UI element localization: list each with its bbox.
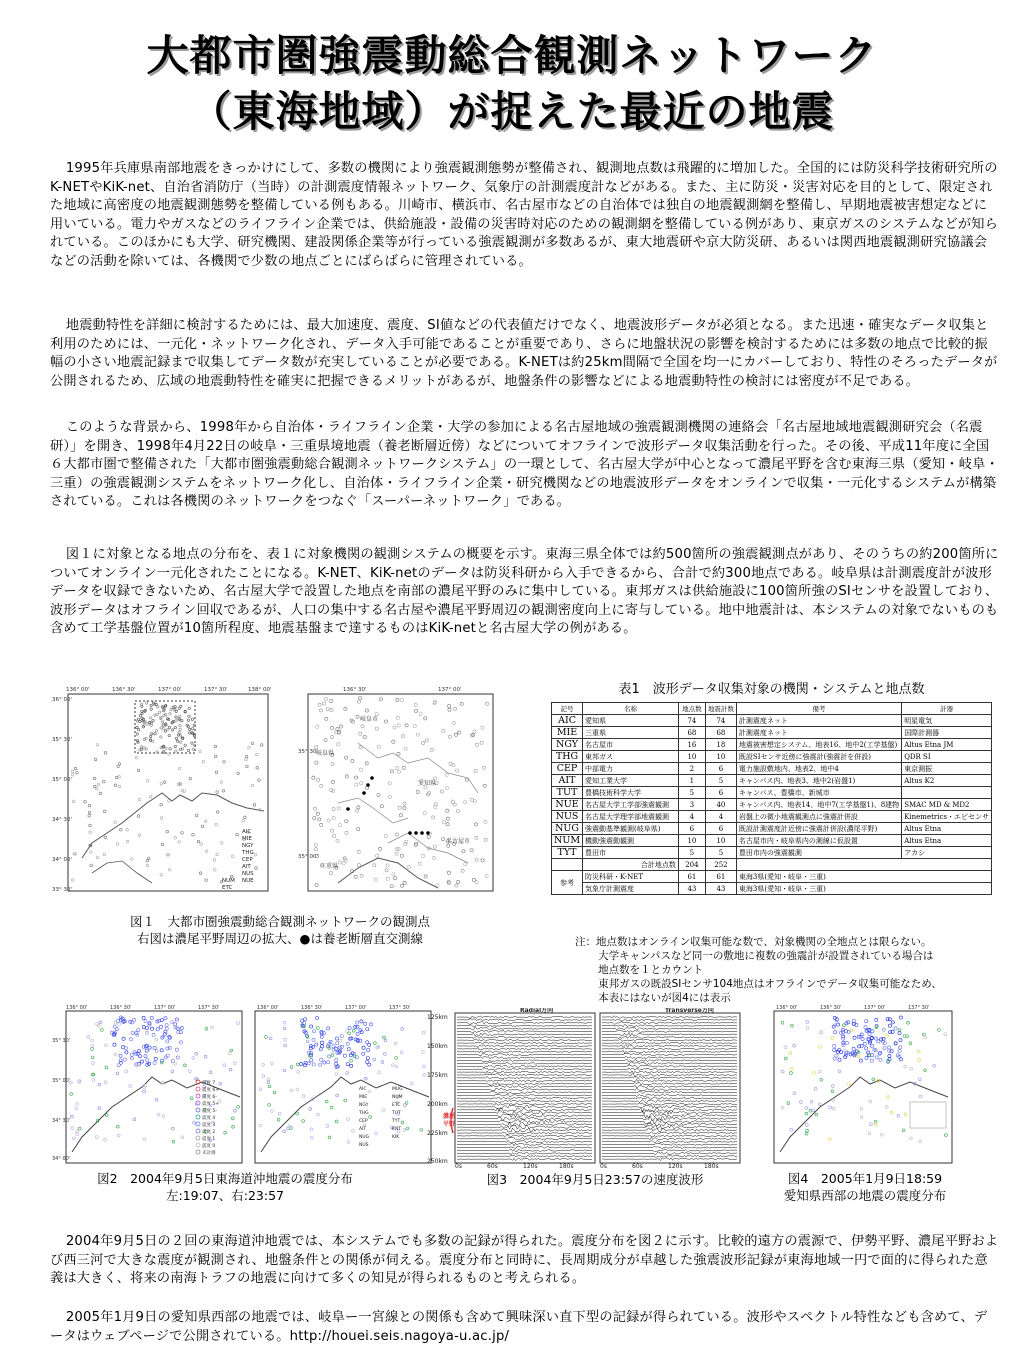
table-cell: 計測震度ネット <box>736 727 901 739</box>
fig1-right-lat-1: 35° 00' <box>298 854 319 860</box>
figure4-map <box>762 1002 962 1167</box>
fig1-map-label-aichi: 愛知県 <box>418 780 437 787</box>
table-cell: SMAC MD & MD2 <box>902 799 992 811</box>
figure1-right-map <box>298 683 503 908</box>
figure2-left-map <box>52 1002 247 1167</box>
table-row <box>552 715 992 727</box>
fig3-panel-radial: Radial方向 <box>520 1008 554 1014</box>
fig2-intensity-4: 震度 5- <box>202 1109 217 1114</box>
fig3-distance-3: 200km <box>427 1101 448 1108</box>
table-cell: 東京測振 <box>902 763 992 775</box>
table-reference-row <box>552 883 992 895</box>
table-cell: 68 <box>678 727 705 739</box>
table-total-seismometers: 252 <box>705 859 736 871</box>
fig1-right-lat-0: 35° 30' <box>298 749 319 755</box>
fig2-intensity-3: 震度 5+ <box>202 1102 220 1107</box>
fig2-network-4: CEP <box>359 1119 368 1124</box>
paragraph-3: このような背景から、1998年から自治体・ライフライン企業・大学の参加による名古屋地域の強震観測機関の連絡会「名古屋地域地震観測研究会（名震研）」を開き、1998年4月22日の岐阜・三重県境地震（養老断層近傍）などについてオフラインで波形データ収集活動を行った。その後、平成11年度に全国６大都市圏で整備された「大都市圏強震動総合観測ネットワークシステム」の一環として、名古屋大学が中心となって濃尾平野を含む東海三県（愛知・岐阜・三重）の強震観測システムをネットワーク化し、自治体・ライフライン企業・研究機関などの地震波形データをオンラインで収集・一元化するシステムが構築されている。これは各機関のネットワークをつなぐ「スーパーネットワーク」である。 <box>50 420 999 510</box>
fig2-network-14: KIK <box>392 1135 400 1140</box>
table-cell: 名古屋市 <box>583 739 679 751</box>
fig1-map-label-mie: 三重県 <box>320 863 339 870</box>
table-cell <box>736 859 991 871</box>
table-cell: 2 <box>678 763 705 775</box>
table-cell: 6 <box>705 763 736 775</box>
fig3-plain-label-1: 濃尾 <box>443 1113 456 1120</box>
fig2-network-6: NUG <box>359 1135 370 1140</box>
fig2-left-lat-0: 35° 30' <box>52 1038 71 1044</box>
transect-point <box>346 807 350 811</box>
table-cell: 電力施設敷地内、地表2、地中4 <box>736 763 901 775</box>
table-row <box>552 739 992 751</box>
fig2-right-lon-3: 137° 30' <box>389 1005 411 1011</box>
table-cell: 計測震度ネット <box>736 715 901 727</box>
table1-title: 表1 波形データ収集対象の機関・システムと地点数 <box>618 682 925 697</box>
table-cell: 1 <box>678 775 705 787</box>
table-cell: 18 <box>705 739 736 751</box>
figure2-caption-line2: 左:19:07、右:23:57 <box>166 1188 284 1203</box>
table-row <box>552 763 992 775</box>
figure3-waveforms <box>425 1008 760 1168</box>
table-row <box>552 835 992 847</box>
fig2-intensity-9: 震度 0 <box>202 1144 216 1149</box>
table-row <box>552 727 992 739</box>
table-cell: THG <box>552 751 583 763</box>
table-cell: AIT <box>552 775 583 787</box>
fig2-intensity-2: 震度 6- <box>202 1095 217 1100</box>
fig2-network-3: THG <box>359 1111 369 1116</box>
fig2-network-8: MUG <box>392 1087 403 1092</box>
table-cell: 40 <box>705 799 736 811</box>
table1-note-line3: 地点数を１とカウント <box>598 964 704 976</box>
table-cell: 74 <box>705 715 736 727</box>
table-cell: キャンパス内、地表14、地中7(工学基盤1)、8建物 <box>736 799 901 811</box>
table-cell: 74 <box>678 715 705 727</box>
table-row <box>552 847 992 859</box>
figure3-caption: 図3 2004年9月5日23:57の速度波形 <box>486 1172 704 1187</box>
fig2-left-lat-1: 35° 00' <box>52 1078 71 1084</box>
fig3-time-4: 0s <box>600 1163 607 1168</box>
table-cell: 3 <box>678 799 705 811</box>
table-total-sites: 204 <box>678 859 705 871</box>
fig1-legend-2: NGY <box>242 843 254 849</box>
fig3-plain-label-2: 平野 <box>443 1121 456 1128</box>
table-cell: NUG <box>552 823 583 835</box>
table-cell: 豊田市 <box>583 847 679 859</box>
table1-note-line5: 本表にはないが図4には表示 <box>598 992 731 1004</box>
table-cell: 5 <box>705 847 736 859</box>
table-cell: AIC <box>552 715 583 727</box>
table-cell: 61 <box>678 871 705 883</box>
table-cell: TUT <box>552 787 583 799</box>
table-cell: 5 <box>705 775 736 787</box>
fig1-legend-4: CEP <box>242 857 253 863</box>
table-cell: NUM <box>552 835 583 847</box>
table-cell: 6 <box>705 823 736 835</box>
fig4-lon-3: 137° 30' <box>908 1005 930 1011</box>
fig1-left-lat-3: 34° 30' <box>52 817 73 823</box>
table-cell <box>552 859 583 871</box>
figure4-caption-line1: 図4 2005年1月9日18:59 <box>787 1171 943 1186</box>
table-cell: 61 <box>705 871 736 883</box>
table-cell: 防災科研・K-NET <box>583 871 679 883</box>
table-cell: 地震被害想定システム、地表16、地中2(工学基盤) <box>736 739 901 751</box>
transect-point <box>362 791 366 795</box>
table1-header: 記号 <box>552 703 583 715</box>
fig2-network-7: NUS <box>359 1143 369 1148</box>
fig3-time-1: 60s <box>487 1163 498 1168</box>
table-cell: NGY <box>552 739 583 751</box>
fig3-time-2: 120s <box>523 1163 538 1168</box>
transect-point <box>426 831 430 835</box>
paragraph-5: 2004年9月5日の２回の東海道沖地震では、本システムでも多数の記録が得られた。震度分布を図２に示す。比較的遠方の震源で、伊勢平野、濃尾平野および西三河で大きな震度が観測され、地盤条件との関係が伺える。震度分布と同時に、長周期成分が卓越した強震波形記録が東海地域一円で面的に得られた意義は大きく、将来の南海トラフの地震に向けて多くの知見が得られるものと考えられる。 <box>50 1234 999 1287</box>
fig1-left-lat-0: 36° 00' <box>52 697 73 703</box>
table-cell: 愛知県 <box>583 715 679 727</box>
table-cell: 岩盤上の微小地震観測点に強震計併設 <box>736 811 901 823</box>
table1-header: 計器 <box>902 703 992 715</box>
figure2-caption-line1: 図2 2004年9月5日東海道沖地震の震度分布 <box>97 1171 353 1186</box>
table-row <box>552 811 992 823</box>
table-cell: 気象庁計測震度 <box>583 883 679 895</box>
table-total-row <box>552 859 992 871</box>
fig1-legend-7: NUE <box>242 878 254 884</box>
fig1-left-lat-5: 33° 30' <box>52 887 73 893</box>
fig3-distance-2: 175km <box>427 1072 448 1079</box>
table-cell: 明星電気 <box>902 715 992 727</box>
fig1-left-lon-1: 136° 30' <box>112 687 136 693</box>
fig1-left-lat-4: 34° 00' <box>52 857 73 863</box>
fig1-left-lat-2: 35° 00' <box>52 777 73 783</box>
table-cell: 中部電力 <box>583 763 679 775</box>
table-cell: 10 <box>705 751 736 763</box>
table1-note <box>575 935 1005 1005</box>
table-cell: 4 <box>678 811 705 823</box>
table-cell: 東邦ガス <box>583 751 679 763</box>
fig3-distance-0: 125km <box>427 1014 448 1021</box>
transect-point <box>408 831 412 835</box>
fig1-left-lon-2: 137° 00' <box>158 687 182 693</box>
fig3-distance-5: 250km <box>427 1158 448 1165</box>
fig2-intensity-0: 震度 7 <box>202 1081 216 1086</box>
table1-header: 地震計数 <box>705 703 736 715</box>
fig1-legend-9: ETC <box>222 885 233 891</box>
fig2-intensity-10: 未計測 <box>202 1151 216 1156</box>
table-cell: Altus Etna <box>902 835 992 847</box>
fig2-left-lon-1: 136° 30' <box>110 1005 132 1011</box>
fig4-lon-2: 137° 00' <box>864 1005 886 1011</box>
table-cell: 10 <box>678 751 705 763</box>
table-reference-row <box>552 871 992 883</box>
fig2-right-lon-0: 136° 00' <box>257 1005 279 1011</box>
table-cell: 三重県 <box>583 727 679 739</box>
table-cell: 豊橋技術科学大学 <box>583 787 679 799</box>
table-cell: 名古屋大学理学部地震観測 <box>583 811 679 823</box>
table-cell: キャンパス、豊橋市、新城市 <box>736 787 901 799</box>
table-row <box>552 799 992 811</box>
table1-header: 名称 <box>583 703 679 715</box>
table1-header: 備考 <box>736 703 901 715</box>
table-cell: Altus Etna <box>902 823 992 835</box>
paragraph-2: 地震動特性を詳細に検討するためには、最大加速度、震度、SI値などの代表値だけでなく、地震波形データが必須となる。また迅速・確実なデータ収集と利用のためには、一元化・ネットワーク化され、データ入手可能であることが重要であり、さらに地盤状況の影響を検討するためには多数の地点で比較的振幅の小さい地震記録まで収集してデータ数が充実していることが必要である。K-NETは約25km間隔で全国を均一にカバーしており、特性のそろったデータが公開されるため、広域の地震動特性を確実に把握できるメリットがあるが、地盤条件の影響などによる地震動特性の検討には密度が不足である。 <box>50 318 998 389</box>
fig3-time-6: 120s <box>668 1163 683 1168</box>
fig1-legend-6: NUS <box>242 871 254 877</box>
figure2-caption <box>60 1170 390 1204</box>
fig2-left-lon-3: 137° 30' <box>198 1005 220 1011</box>
figure2-right-map <box>247 1002 437 1167</box>
fig1-right-lon-1: 137° 00' <box>438 687 462 693</box>
fig2-network-10: ETC <box>392 1103 401 1108</box>
table-cell: 名古屋市内・岐阜県内の測線に仮設置 <box>736 835 901 847</box>
table-cell: 強震動基準観測(岐阜県) <box>583 823 679 835</box>
table-cell: 68 <box>705 727 736 739</box>
page-title-line1: 大都市圏強震動総合観測ネットワーク <box>146 31 878 80</box>
fig1-map-label-nagoya: 名古屋市 <box>446 838 471 845</box>
fig1-map-label-gifu-pref: 岐阜県 <box>316 750 335 757</box>
fig1-legend-5: AIT <box>242 864 251 870</box>
table-cell: 10 <box>705 835 736 847</box>
table-cell: 東海3県(愛知・岐阜・三重) <box>736 871 991 883</box>
fig2-intensity-6: 震度 3 <box>202 1123 216 1128</box>
fig2-network-2: NGY <box>359 1103 369 1108</box>
table-cell: 名古屋大学工学部強震観測 <box>583 799 679 811</box>
fig2-network-0: AIC <box>359 1087 367 1092</box>
fig1-map-label-gifu-city: 岐阜市 <box>360 716 379 723</box>
fig2-network-5: AIT <box>359 1127 367 1132</box>
table-cell: TYT <box>552 847 583 859</box>
transect-point <box>370 776 374 780</box>
fig2-intensity-5: 震度 4 <box>202 1116 216 1121</box>
table1-note-line1: 注：地点数はオンライン収集可能な数で、対象機関の全地点とは限らない。 <box>575 936 932 948</box>
fig1-left-lat-1: 35° 30' <box>52 737 73 743</box>
fig4-lon-0: 136° 00' <box>776 1005 798 1011</box>
fig2-network-11: TUT <box>392 1111 401 1116</box>
fig2-left-lon-0: 136° 00' <box>66 1005 88 1011</box>
fig3-time-3: 180s <box>559 1163 574 1168</box>
table-cell: QDR SI <box>902 751 992 763</box>
fig2-intensity-8: 震度 1 <box>202 1137 216 1142</box>
fig2-network-9: NUM <box>392 1095 403 1100</box>
table-reference-label: 参考 <box>552 871 583 895</box>
table-total-label: 合計地点数 <box>583 859 679 871</box>
table-cell: 愛知工業大学 <box>583 775 679 787</box>
fig1-legend-3: THG <box>242 850 254 856</box>
table1-header: 地点数 <box>678 703 705 715</box>
table1 <box>551 702 992 895</box>
table-cell: Kinemetrics・エピセンサ <box>902 811 992 823</box>
paragraph-4: 図１に対象となる地点の分布を、表１に対象機関の観測システムの概要を示す。東海三県全体では約500箇所の強震観測点があり、そのうちの約200箇所についてオンライン一元化されたことになる。K-NET、KiK-netのデータは防災科研から入手できるから、合計で約300地点である。岐阜県は計測震度計が波形データを収録できないため、名古屋大学で設置した地点を南部の濃尾平野のみに集中している。東邦ガスは供給施設に100箇所強のSIセンサを設置しており、波形データはオフライン回収であるが、人口の集中する名古屋や濃尾平野周辺の観測密度向上に寄与している。地中地震計は、本システムの対象でないものも含めて工学基盤位置が10箇所程度、地震基盤まで達するものはKiK-netと名古屋大学の例がある。 <box>50 547 999 637</box>
page-title-line2: （東海地域）が捉えた最近の地震 <box>189 87 835 136</box>
table-cell: NUE <box>552 799 583 811</box>
transect-point <box>420 831 424 835</box>
fig2-intensity-1: 震度 6+ <box>202 1088 220 1093</box>
table-cell: 国際計測器 <box>902 727 992 739</box>
fig4-lon-1: 136° 30' <box>820 1005 842 1011</box>
table-cell: 5 <box>678 847 705 859</box>
table-cell <box>902 787 992 799</box>
figure1-caption-line1: 図１ 大都市圏強震動総合観測ネットワークの観測点 <box>129 914 430 929</box>
fig2-left-lat-3: 34° 00' <box>52 1156 71 1162</box>
table-row <box>552 823 992 835</box>
table1-note-line4: 東邦ガスの既設SIセンサ104地点はオフラインでデータ収集可能なため、 <box>598 978 942 990</box>
table-cell: 東海3県(愛知・岐阜・三重) <box>736 883 991 895</box>
table1-note-line2: 大学キャンパスなど同一の敷地に複数の強震計が設置されている場合は <box>598 950 934 962</box>
fig2-right-lon-1: 136° 30' <box>301 1005 323 1011</box>
table-row <box>552 751 992 763</box>
fig2-right-lon-2: 137° 00' <box>345 1005 367 1011</box>
table-cell: アカシ <box>902 847 992 859</box>
table-cell: 4 <box>705 811 736 823</box>
fig3-time-0: 0s <box>455 1163 462 1168</box>
table-cell: 5 <box>678 787 705 799</box>
fig3-panel-transverse: Transverse方向 <box>665 1008 714 1014</box>
fig1-legend-1: MIE <box>242 836 252 842</box>
fig1-left-lon-4: 138° 00' <box>248 687 272 693</box>
figure1-left-lon-labels <box>66 687 272 693</box>
fig3-distance-4: 225km <box>427 1130 448 1137</box>
figure4-caption <box>745 1170 985 1204</box>
figure1-caption-line2: 右図は濃尾平野周辺の拡大、●は養老断層直交測線 <box>137 931 423 946</box>
fig1-legend-8: NUM <box>222 878 235 884</box>
fig2-left-lon-2: 137° 00' <box>154 1005 176 1011</box>
table-cell: 既設計測震度計近傍に強震計併設(濃尾平野) <box>736 823 901 835</box>
fig2-network-12: TYT <box>392 1119 401 1124</box>
table-cell: Altus Etna JM <box>902 739 992 751</box>
transect-point <box>366 783 370 787</box>
table-cell: 機動強震動観測 <box>583 835 679 847</box>
fig1-legend-0: AIC <box>242 829 252 835</box>
table-cell: キャンパス内、地表3、地中2(岩盤1) <box>736 775 901 787</box>
table1-header-row <box>552 703 992 715</box>
table-cell: 10 <box>678 835 705 847</box>
table-cell: NUS <box>552 811 583 823</box>
paragraph-1: 1995年兵庫県南部地震をきっかけにして、多数の機関により強震観測態勢が整備され、観測地点数は飛躍的に増加した。全国的には防災科学技術研究所のK-NETやKiK-net、自治省消防庁（当時）の計測震度情報ネットワーク、気象庁の計測震度計などがある。また、主に防災・災害対応を目的として、限定された地域に高密度の地震観測態勢を整備している例もある。川崎市、横浜市、名古屋市などの自治体では独自の地震観測網を整備し、早期地震被害想定などに用いている。電力やガスなどのライフライン企業では、供給施設・設備の災害時対応のための観測網を整備している例があり、東京ガスのシステムなどが知られている。このほかにも大学、研究機関、建設関係企業等が行っている強震観測が多数あるが、東大地震研や京大防災研、あるいは関西地震観測研究協議会などの活動を除いては、各機関で少数の地点ごとにばらばらに管理されている。 <box>50 161 998 269</box>
fig2-network-13: KNT <box>392 1127 402 1132</box>
fig2-left-lat-2: 34° 30' <box>52 1118 71 1124</box>
table-cell: 6 <box>705 787 736 799</box>
fig1-left-lon-0: 136° 00' <box>66 687 90 693</box>
fig3-distance-1: 150km <box>427 1043 448 1050</box>
table-cell: Altus K2 <box>902 775 992 787</box>
fig2-network-1: MIE <box>359 1095 368 1100</box>
fig1-right-lon-0: 136° 30' <box>343 687 367 693</box>
table-row <box>552 787 992 799</box>
figure4-caption-line2: 愛知県西部の地震の震度分布 <box>783 1188 947 1203</box>
fig3-time-7: 180s <box>704 1163 719 1168</box>
paragraph-6: 2005年1月9日の愛知県西部の地震では、岐阜ー一宮線との関係も含めて興味深い直下型の記録が得られている。波形やスペクトル特性なども含めて、データはウェブページで公開されている。http://houei.seis.nagoya-u.ac.jp/ <box>50 1310 988 1344</box>
table-cell: 6 <box>678 823 705 835</box>
transect-point <box>414 831 418 835</box>
table-cell: 豊田市内の強震観測 <box>736 847 901 859</box>
fig3-time-5: 60s <box>632 1163 643 1168</box>
table-cell: MIE <box>552 727 583 739</box>
table-cell: 16 <box>678 739 705 751</box>
table-cell: 既設SIセンサ近傍に強震計(強震計を併設) <box>736 751 901 763</box>
table-cell: CEP <box>552 763 583 775</box>
figure1-left-map <box>52 683 277 908</box>
fig2-intensity-7: 震度 2 <box>202 1130 216 1135</box>
fig1-left-lon-3: 137° 30' <box>204 687 228 693</box>
table-cell: 43 <box>678 883 705 895</box>
figure1-caption <box>55 913 505 947</box>
table-cell: 43 <box>705 883 736 895</box>
table-row <box>552 775 992 787</box>
